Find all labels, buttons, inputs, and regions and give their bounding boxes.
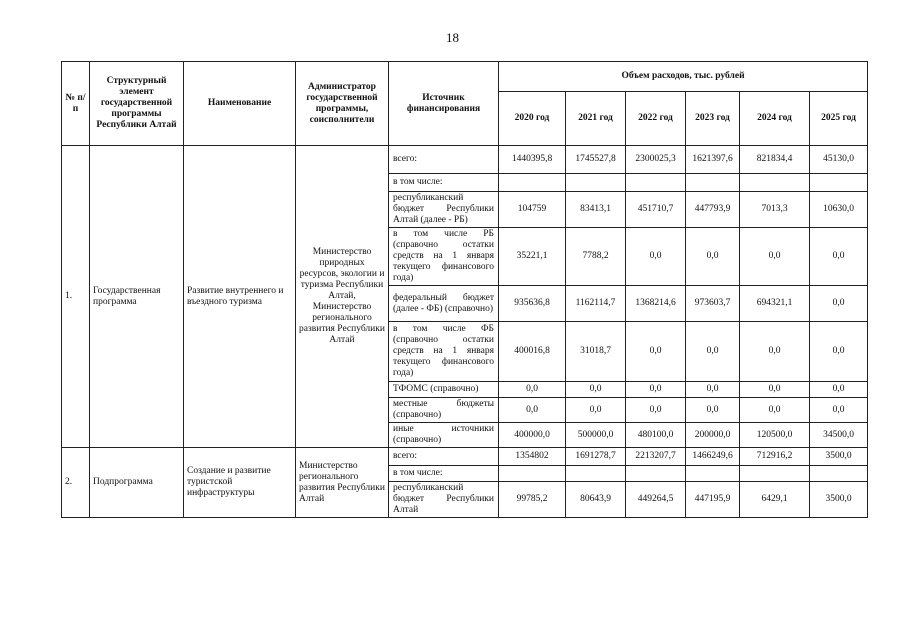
expense-value <box>566 174 626 192</box>
header-num: № п/п <box>62 62 90 146</box>
row-number: 2. <box>62 448 90 518</box>
expense-value: 31018,7 <box>566 322 626 382</box>
expense-value: 400016,8 <box>499 322 566 382</box>
funding-source: местные бюджеты (справочно) <box>389 398 499 423</box>
header-year: 2021 год <box>566 92 626 146</box>
expense-value <box>566 466 626 482</box>
funding-source: федеральный бюджет (далее - ФБ) (справочно) <box>389 286 499 322</box>
expense-value: 104759 <box>499 192 566 228</box>
expense-value: 0,0 <box>566 382 626 398</box>
expense-value: 0,0 <box>740 322 810 382</box>
expense-value: 973603,7 <box>686 286 740 322</box>
funding-source: в том числе: <box>389 174 499 192</box>
expense-value: 0,0 <box>626 228 686 286</box>
expense-value: 400000,0 <box>499 423 566 448</box>
funding-source: всего: <box>389 146 499 174</box>
expense-value: 200000,0 <box>686 423 740 448</box>
expense-value: 451710,7 <box>626 192 686 228</box>
funding-source: в том числе ФБ (справочно остатки средств на 1 января текущего финансового года) <box>389 322 499 382</box>
header-struct: Структурный элемент государственной программы Республики Алтай <box>90 62 184 146</box>
expense-value <box>810 466 868 482</box>
administrator: Министерство природных ресурсов, экологии и туризма Республики Алтай, Министерство регионального развития Республики Алтай <box>296 146 389 448</box>
expense-value: 694321,1 <box>740 286 810 322</box>
header-year: 2025 год <box>810 92 868 146</box>
expense-value: 7013,3 <box>740 192 810 228</box>
header-year: 2023 год <box>686 92 740 146</box>
expense-value: 0,0 <box>810 228 868 286</box>
table-row <box>62 146 868 174</box>
expense-value: 0,0 <box>810 382 868 398</box>
table-row <box>62 448 868 466</box>
expense-value: 0,0 <box>626 322 686 382</box>
expense-value: 2300025,3 <box>626 146 686 174</box>
expense-value: 480100,0 <box>626 423 686 448</box>
header-year: 2022 год <box>626 92 686 146</box>
expense-value <box>810 174 868 192</box>
expense-value: 99785,2 <box>499 482 566 518</box>
expense-value: 6429,1 <box>740 482 810 518</box>
expense-value: 0,0 <box>686 322 740 382</box>
expense-value: 1745527,8 <box>566 146 626 174</box>
expenses-table <box>61 61 868 518</box>
expense-value: 447195,9 <box>686 482 740 518</box>
expense-value: 2213207,7 <box>626 448 686 466</box>
expense-value: 1368214,6 <box>626 286 686 322</box>
header-year: 2020 год <box>499 92 566 146</box>
expense-value: 35221,1 <box>499 228 566 286</box>
expense-value: 1162114,7 <box>566 286 626 322</box>
structural-element: Подпрограмма <box>90 448 184 518</box>
program-name: Развитие внутреннего и въездного туризма <box>184 146 296 448</box>
expense-value: 3500,0 <box>810 448 868 466</box>
funding-source: в том числе: <box>389 466 499 482</box>
expense-value: 0,0 <box>740 382 810 398</box>
expense-value <box>499 466 566 482</box>
header-name: Наименование <box>184 62 296 146</box>
expense-value: 447793,9 <box>686 192 740 228</box>
expense-value: 449264,5 <box>626 482 686 518</box>
expense-value: 1691278,7 <box>566 448 626 466</box>
expense-value <box>740 466 810 482</box>
expense-value: 0,0 <box>499 398 566 423</box>
expense-value: 0,0 <box>626 398 686 423</box>
page-number: 18 <box>446 30 459 45</box>
program-name: Создание и развитие туристской инфраструктуры <box>184 448 296 518</box>
expense-value: 1466249,6 <box>686 448 740 466</box>
expense-value: 45130,0 <box>810 146 868 174</box>
expense-value: 0,0 <box>740 228 810 286</box>
funding-source: республиканский бюджет Республики Алтай <box>389 482 499 518</box>
expense-value: 80643,9 <box>566 482 626 518</box>
header-row <box>62 62 868 92</box>
structural-element: Государственная программа <box>90 146 184 448</box>
expense-value: 0,0 <box>810 322 868 382</box>
expense-value <box>686 174 740 192</box>
header-year: 2024 год <box>740 92 810 146</box>
expense-value: 712916,2 <box>740 448 810 466</box>
funding-source: иные источники (справочно) <box>389 423 499 448</box>
expense-value <box>740 174 810 192</box>
expense-value: 3500,0 <box>810 482 868 518</box>
expense-value: 1621397,6 <box>686 146 740 174</box>
expense-value: 0,0 <box>740 398 810 423</box>
expense-value <box>626 466 686 482</box>
expense-value: 7788,2 <box>566 228 626 286</box>
header-admin: Администратор государственной программы, соисполнители <box>296 62 389 146</box>
expense-value: 0,0 <box>686 398 740 423</box>
expense-value <box>626 174 686 192</box>
expense-value: 1354802 <box>499 448 566 466</box>
administrator: Министерство регионального развития Республики Алтай <box>296 448 389 518</box>
expense-value: 34500,0 <box>810 423 868 448</box>
expense-value: 0,0 <box>686 228 740 286</box>
expense-value: 120500,0 <box>740 423 810 448</box>
expense-value: 0,0 <box>810 398 868 423</box>
expense-value: 0,0 <box>686 382 740 398</box>
expense-value: 500000,0 <box>566 423 626 448</box>
header-expenses: Объем расходов, тыс. рублей <box>499 62 868 92</box>
expense-value: 10630,0 <box>810 192 868 228</box>
expense-value <box>499 174 566 192</box>
expense-value: 83413,1 <box>566 192 626 228</box>
expense-value: 935636,8 <box>499 286 566 322</box>
expense-value: 0,0 <box>810 286 868 322</box>
row-number: 1. <box>62 146 90 448</box>
expense-value: 821834,4 <box>740 146 810 174</box>
funding-source: всего: <box>389 448 499 466</box>
expense-value <box>686 466 740 482</box>
funding-source: в том числе РБ (справочно остатки средств на 1 января текущего финансового года) <box>389 228 499 286</box>
expense-value: 0,0 <box>499 382 566 398</box>
expense-value: 0,0 <box>566 398 626 423</box>
header-source: Источник финансирования <box>389 62 499 146</box>
funding-source: республиканский бюджет Республики Алтай (далее - РБ) <box>389 192 499 228</box>
expense-value: 0,0 <box>626 382 686 398</box>
funding-source: ТФОМС (справочно) <box>389 382 499 398</box>
expense-value: 1440395,8 <box>499 146 566 174</box>
